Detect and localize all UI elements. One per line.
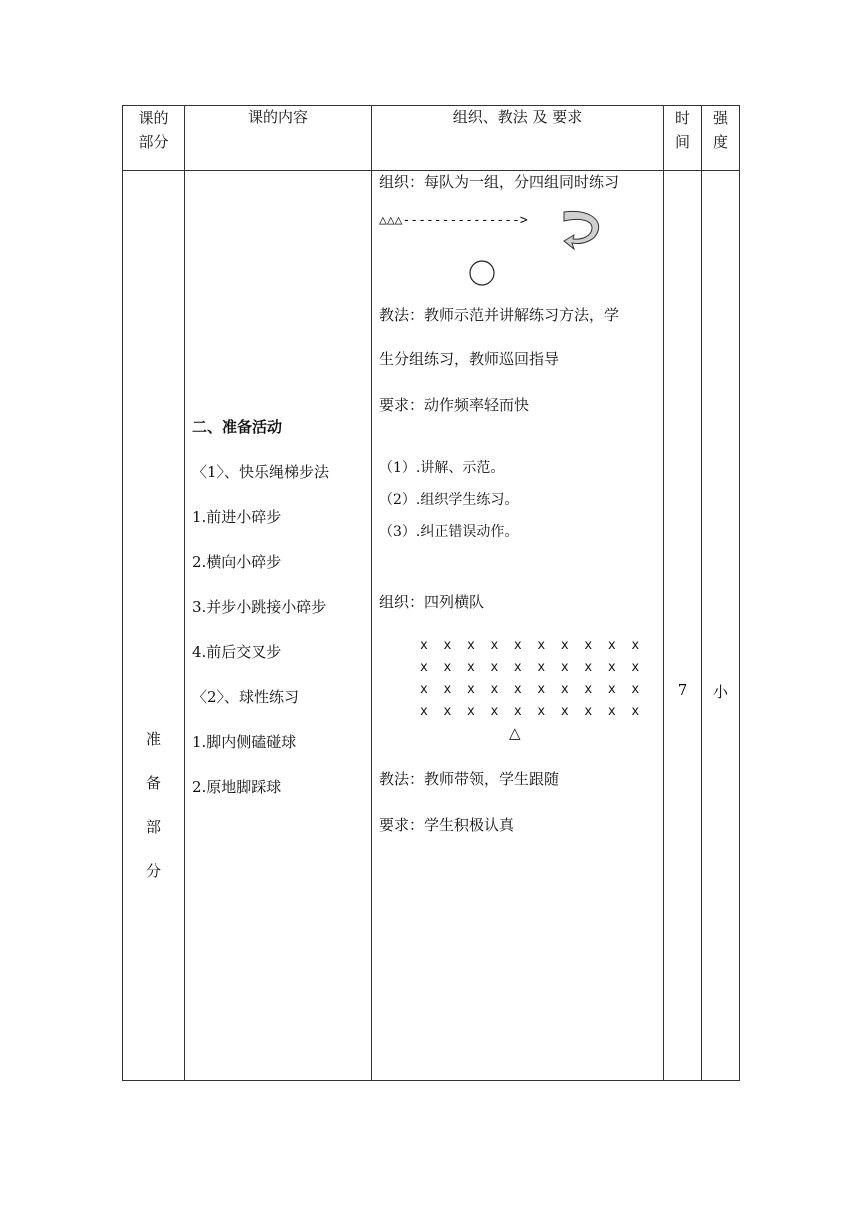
method-text: 教法：教师示范并讲解练习方法，学 [379,306,620,324]
header-org: 组织、教法 及 要求 [372,106,664,171]
method-text: 教法：教师带领，学生跟随 [379,770,560,788]
header-content: 课的内容 [185,106,372,171]
list-item: 1.脚内侧磕碰球 [192,733,297,751]
step-item: （3）.纠正错误动作。 [379,524,519,540]
part-label: 准 备 部 分 [145,730,161,880]
list-item: 1.前进小碎步 [192,508,282,526]
header-time: 时 间 [664,106,702,171]
intensity-cell [702,171,740,1081]
formation-row: x x x x x x x x x x [420,638,640,653]
org-cell [372,171,664,1081]
ball-icon [468,259,496,287]
lesson-table [122,105,740,1081]
requirement-text: 要求：学生积极认真 [379,816,515,834]
intensity-value: 小 [712,683,728,701]
time-cell [664,171,702,1081]
body-row [123,171,740,1081]
formation-row: x x x x x x x x x x [420,704,640,719]
list-item: 2.原地脚踩球 [192,778,282,796]
requirement-text: 要求：动作频率轻而快 [379,396,530,414]
relay-path-text: △△△---------------> [379,213,528,228]
header-part: 课的 部分 [123,106,185,171]
subsection-title: 〈2〉、球性练习 [192,688,300,706]
step-item: （2）.组织学生练习。 [379,492,519,508]
teacher-mark: △ [509,724,521,742]
subsection-title: 〈1〉、快乐绳梯步法 [192,463,330,481]
section-heading: 二、准备活动 [192,418,283,436]
method-text: 生分组练习，教师巡回指导 [379,350,560,368]
list-item: 2.横向小碎步 [192,553,282,571]
header-intensity: 强 度 [702,106,740,171]
formation-row: x x x x x x x x x x [420,660,640,675]
organize-text: 组织：每队为一组，分四组同时练习 [379,173,620,191]
part-cell [123,171,185,1081]
list-item: 3.并步小跳接小碎步 [192,598,327,616]
list-item: 4.前后交叉步 [192,643,282,661]
formation-row: x x x x x x x x x x [420,682,640,697]
content-cell [185,171,372,1081]
time-value: 7 [677,681,688,699]
step-item: （1）.讲解、示范。 [379,460,505,476]
turn-arrow-icon [562,209,602,255]
organize-text: 组织：四列横队 [379,593,485,611]
header-row [123,106,740,171]
